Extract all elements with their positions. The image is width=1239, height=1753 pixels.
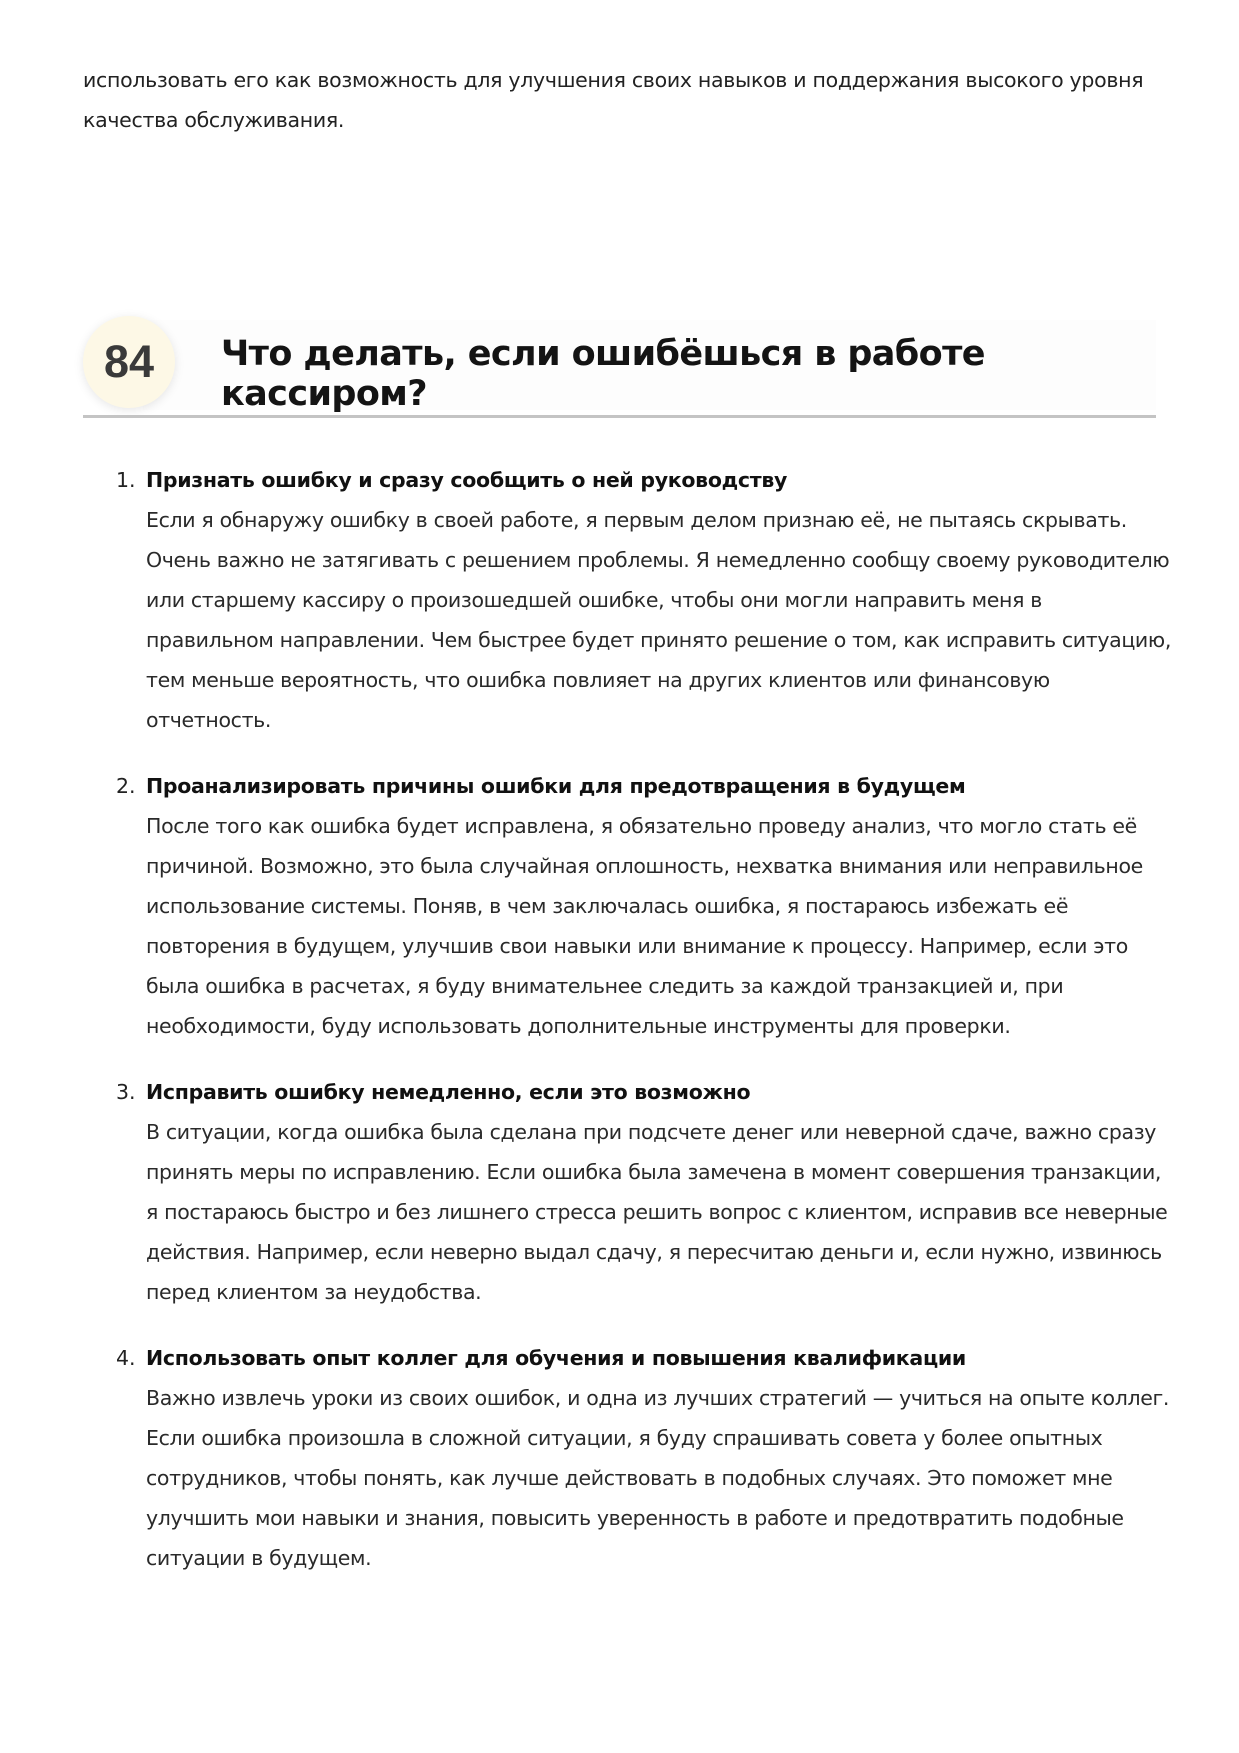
section-header bbox=[83, 312, 1156, 420]
item-body: В ситуации, когда ошибка была сделана при подсчете денег или неверной сдаче, важно сразу принять меры по исправлению. Если ошибка была замечена в момент совершения транзакции, я постараюсь быстро и без лишнего стресса решить вопрос с клиентом, исправив все неверные действия. Например, если неверно выдал сдачу, я пересчитаю деньги и, если нужно, извинюсь перед клиентом за неудобства. bbox=[146, 1120, 1168, 1304]
item-number: 3. bbox=[116, 1080, 136, 1104]
list-item bbox=[83, 1338, 1173, 1578]
item-number: 2. bbox=[116, 774, 136, 798]
section-number-badge: 84 bbox=[83, 316, 175, 408]
item-title: Признать ошибку и сразу сообщить о ней руководству bbox=[146, 468, 788, 492]
header-divider bbox=[83, 415, 1156, 418]
item-number: 4. bbox=[116, 1346, 136, 1370]
item-number: 1. bbox=[116, 468, 136, 492]
item-title: Проанализировать причины ошибки для предотвращения в будущем bbox=[146, 774, 966, 798]
list-item bbox=[83, 1072, 1173, 1312]
item-body: После того как ошибка будет исправлена, я обязательно проведу анализ, что могло стать её причиной. Возможно, это была случайная оплошность, нехватка внимания или неправильное использование системы. Поняв, в чем заключалась ошибка, я постараюсь избежать её повторения в будущем, улучшив свои навыки или внимание к процессу. Например, если это была ошибка в расчетах, я буду внимательнее следить за каждой транзакцией и, при необходимости, буду использовать дополнительные инструменты для проверки. bbox=[146, 814, 1143, 1038]
intro-paragraph: использовать его как возможность для улучшения своих навыков и поддержания высокого уровня качества обслуживания. bbox=[83, 68, 1144, 132]
section-title: Что делать, если ошибёшься в работе кассиром? bbox=[221, 334, 985, 414]
answer-list bbox=[83, 460, 1173, 1604]
list-item bbox=[83, 766, 1173, 1046]
item-body: Если я обнаружу ошибку в своей работе, я первым делом признаю её, не пытаясь скрывать. Очень важно не затягивать с решением проблемы. Я немедленно сообщу своему руководителю или старшему кассиру о произошедшей ошибке, чтобы они могли направить меня в правильном направлении. Чем быстрее будет принято решение о том, как исправить ситуацию, тем меньше вероятность, что ошибка повлияет на других клиентов или финансовую отчетность. bbox=[146, 508, 1171, 732]
list-item bbox=[83, 460, 1173, 740]
item-body: Важно извлечь уроки из своих ошибок, и одна из лучших стратегий — учиться на опыте коллег. Если ошибка произошла в сложной ситуации, я буду спрашивать совета у более опытных сотрудников, чтобы понять, как лучше действовать в подобных случаях. Это поможет мне улучшить мои навыки и знания, повысить уверенность в работе и предотвратить подобные ситуации в будущем. bbox=[146, 1386, 1170, 1570]
item-title: Использовать опыт коллег для обучения и повышения квалификации bbox=[146, 1346, 966, 1370]
item-title: Исправить ошибку немедленно, если это возможно bbox=[146, 1080, 751, 1104]
